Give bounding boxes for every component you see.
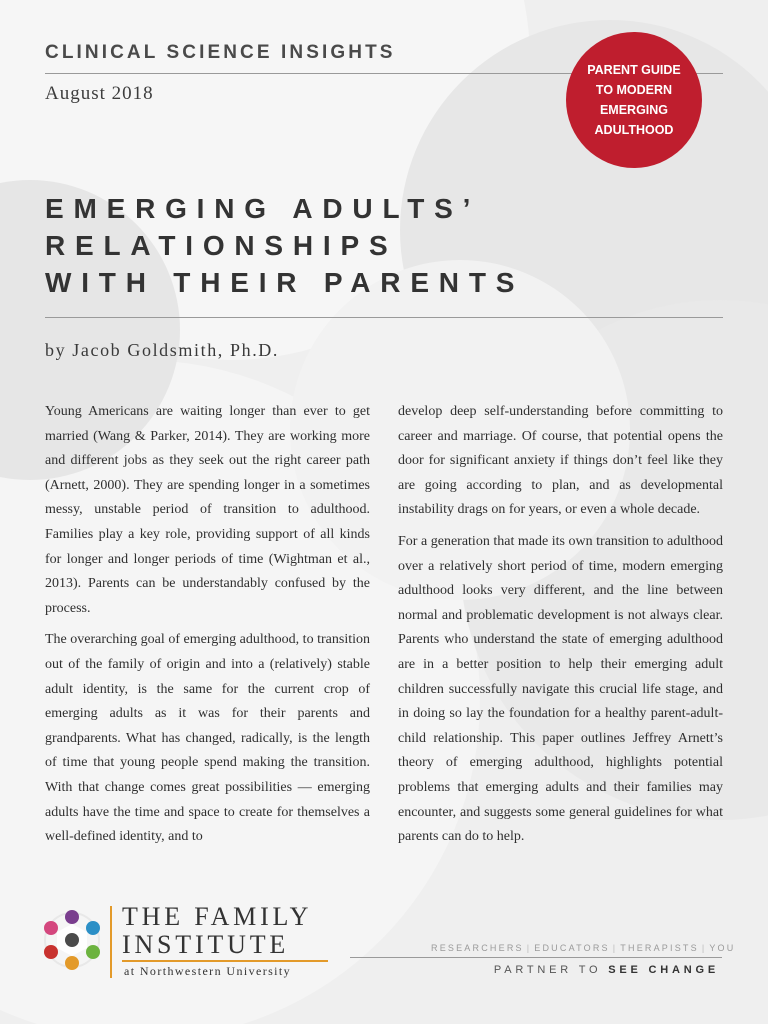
author-byline: by Jacob Goldsmith, Ph.D. <box>45 340 280 360</box>
body-column-left <box>45 400 370 857</box>
body-paragraph: The overarching goal of emerging adulthood, to transition out of the family of origin and into a (relatively) stable adult identity, is the same for the current crop of emerging adults as it was for their parents and grandparents. What has changed, radically, is the length of time that young people spend making the transition. With that change comes great possibilities — emerging adults have the time and space to create for themselves a well-defined identity, and to <box>45 632 370 845</box>
organization-affiliation: at Northwestern University <box>124 964 292 978</box>
tagline-item: YOU <box>709 943 736 953</box>
tagline-item: THERAPISTS <box>620 943 699 953</box>
body-paragraph: For a generation that made its own transition to adulthood over a relatively short period of time, modern emerging adulthood looks very different, and the line between normal and problematic development is not always clear. Parents who understand the state of emerging adulthood are in a better position to help their emerging adult children successfully navigate this crucial life stage, and in doing so lay the foundation for a healthy parent-adult-child relationship. This paper outlines Jeffrey Arnett’s theory of emerging adulthood, highlights potential problems that emerging adults and their families may encounter, and suggests some general guidelines for what parents can do to help. <box>398 533 723 845</box>
org-underline <box>122 960 328 962</box>
family-institute-logo-icon <box>40 908 104 972</box>
logo-accent-bar <box>110 906 112 978</box>
title-line: EMERGING ADULTS’ <box>45 193 481 224</box>
org-name-line: INSTITUTE <box>122 930 290 959</box>
organization-name <box>122 903 312 959</box>
badge-line: ADULTHOOD <box>594 123 674 137</box>
badge-line: PARENT GUIDE <box>587 63 681 77</box>
motto <box>431 964 719 976</box>
title-line: RELATIONSHIPS <box>45 230 398 261</box>
tagline-item: EDUCATORS <box>534 943 610 953</box>
motto-emphasis: SEE CHANGE <box>608 964 719 976</box>
guide-badge <box>566 32 702 168</box>
motto-lead: PARTNER TO <box>493 964 602 976</box>
body-column-right <box>398 400 723 857</box>
body-paragraph: develop deep self-understanding before committing to career and marriage. Of course, that potential opens the door for significant anxiety if things don’t feel like they are going according to plan, and as developmental instability drags on for years, or even a whole decade. <box>398 404 723 518</box>
org-name-line: THE FAMILY <box>122 902 313 931</box>
footer-divider <box>350 957 722 958</box>
document-title <box>45 190 524 301</box>
tagline: RESEARCHERS | EDUCATORS | THERAPISTS | YOU <box>431 943 736 953</box>
title-line: WITH THEIR PARENTS <box>45 267 525 298</box>
body-paragraph: Young Americans are waiting longer than ever to get married (Wang & Parker, 2014). They are working more and different jobs as they seek out the right career path (Arnett, 2000). They are spending longer in a sometimes messy, unstable period of transition to adulthood. Families play a key role, providing support of all kinds for longer and longer periods of time (Wightman et al., 2013). Parents can be understandably confused by the process. <box>45 404 370 616</box>
tagline-item: RESEARCHERS <box>431 943 524 953</box>
badge-line: EMERGING <box>599 103 669 117</box>
series-title: CLINICAL SCIENCE INSIGHTS <box>45 42 396 63</box>
title-divider <box>45 317 723 318</box>
publication-date: August 2018 <box>45 83 154 104</box>
badge-line: TO MODERN <box>595 83 673 97</box>
